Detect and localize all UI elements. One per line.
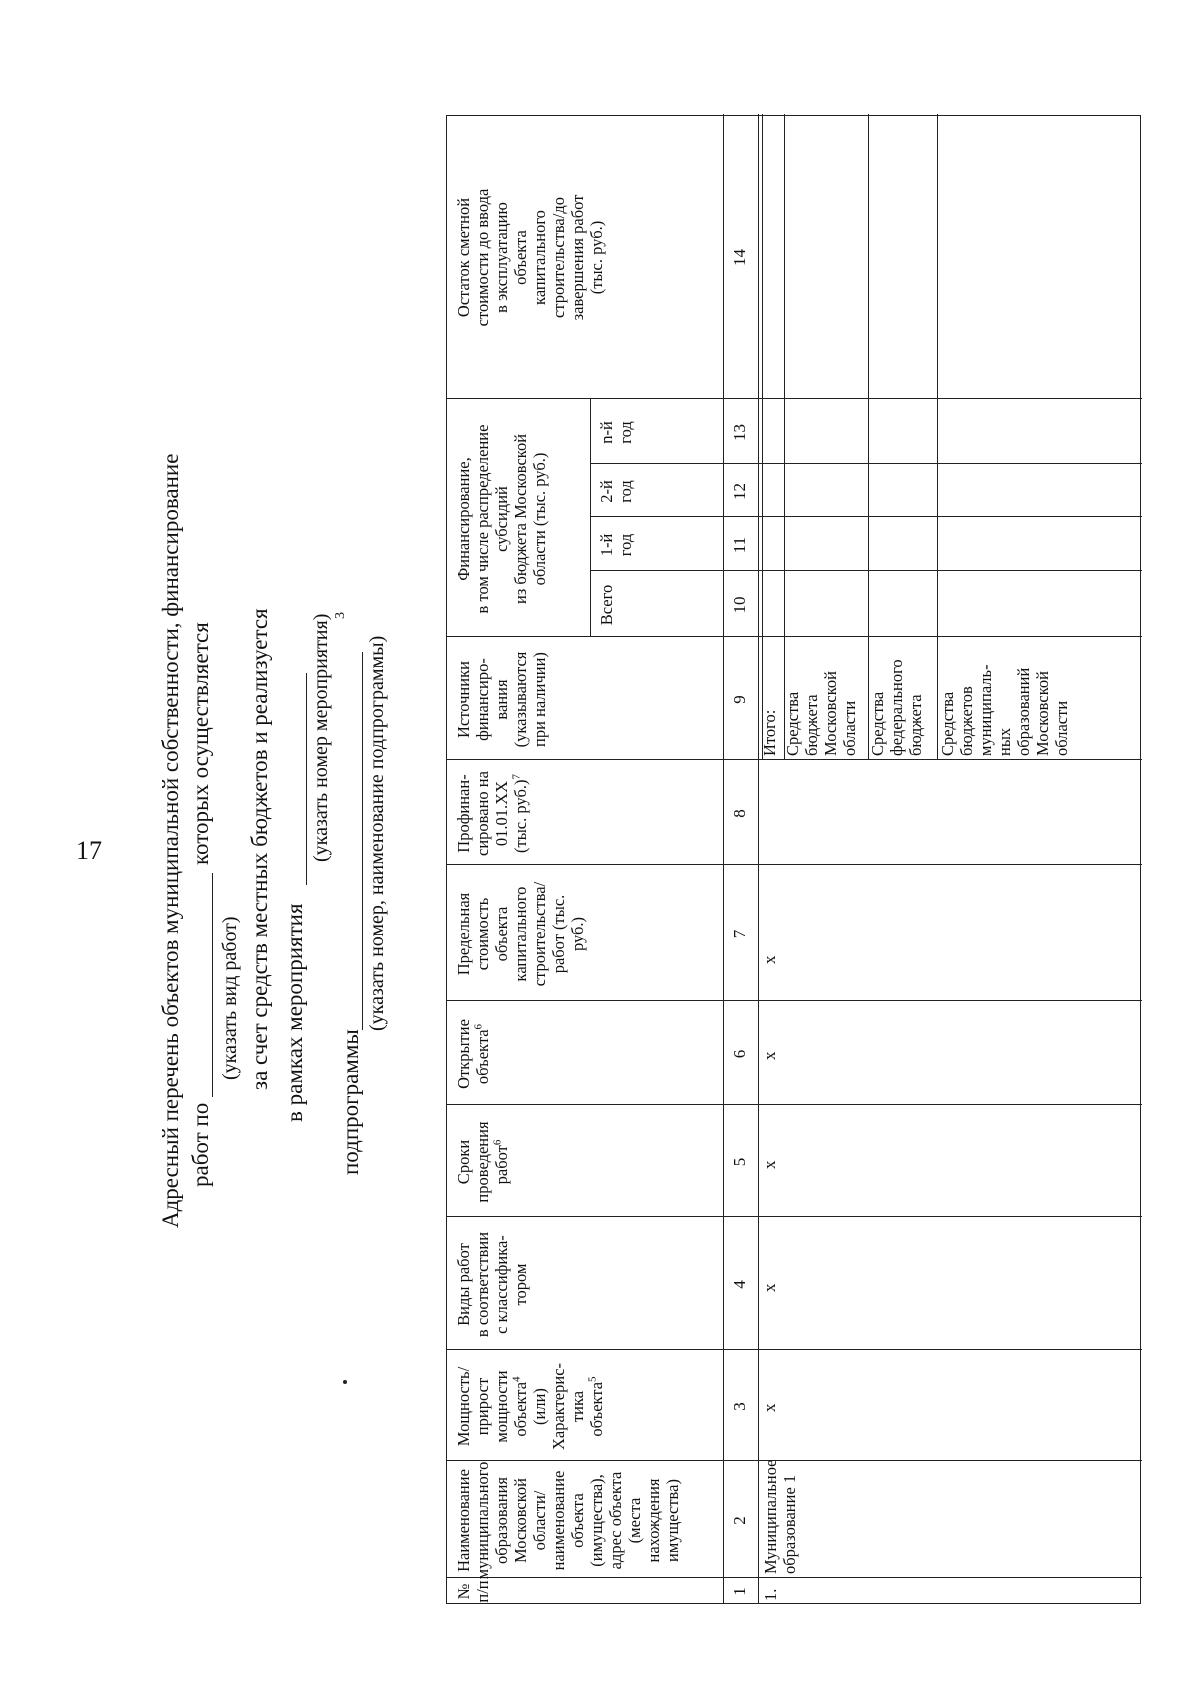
header-year-2: 2-й год [597,480,635,503]
source-federal-budget: Средства федерального бюджета [868,659,925,756]
header-number: № п/п [454,1580,492,1603]
column-number: 5 [730,1157,749,1167]
source-municipal-budgets: Средства бюджетов муниципаль- ных образований Московской области [938,664,1071,756]
blank-subprogram [362,652,363,1030]
column-number: 6 [730,1049,749,1059]
header-remaining-cost: Остаток сметной стоимости до ввода в эксплуатацию объекта капитального строительства/до завершения работ (тыс. руб.) [454,188,606,327]
column-number: 3 [730,1402,749,1411]
row-object-opening-x: x [760,1051,779,1060]
blank-event-number [306,673,307,885]
blank-work-type [212,873,213,1097]
header-funding-sources: Источники финансиро- вания (указываются при наличии) [454,651,549,748]
footnote-mark: 3 [333,612,348,619]
caption-work-type: (указать вид работ) [219,916,241,1080]
row-work-types-x: x [760,1283,779,1292]
title-line-1: Адресный перечень объектов муниципальной собственности, финансирование [158,453,183,1228]
row-municipality-name: Муниципальное образование 1 [761,1459,799,1574]
page-number: 17 [76,836,102,865]
header-year-n: n-й год [597,421,635,444]
title-line-2-right: которых осуществляется [188,622,213,865]
source-total: Итого: [760,709,779,756]
header-object-opening: Открытие объекта$^6$ [454,1019,492,1089]
row-capacity-x: x [760,1403,779,1412]
caption-event-number: (указать номер мероприятия) [310,613,332,862]
column-number: 2 [730,1516,749,1525]
title-line-3: за счет средств местных бюджетов и реализуется [247,608,272,1090]
header-work-types: Виды работ в соответствии с классифика- тором [454,1231,530,1338]
column-number: 10 [730,596,749,614]
column-number: 7 [730,929,749,939]
header-max-cost: Предельная стоимость объекта капитального строительства/ работ (тыс. руб.) [454,881,587,987]
header-year-1: 1-й год [597,533,635,557]
row-max-cost-x: x [760,955,779,964]
header-municipality-object: Наименование муниципального образования Московской области/ наименование объекта (имущества), адрес объекта (места нахождения имущества) [454,1461,682,1580]
column-number: 8 [730,809,749,818]
header-prefinanced: Профинан- сировано на 01.01.XX (тыс. руб.)$^7$ [454,771,530,856]
column-number: 4 [730,1280,749,1289]
column-number: 12 [730,483,749,500]
header-financing-group: Финансирование, в том числе распределение субсидий из бюджета Московской области (тыс. руб.) [454,424,549,614]
title-line-2-left: работ по [188,1102,213,1187]
header-capacity: Мощность/ прирост мощности объекта$^4$ (или) Характерис- тика объекта$^5$ [454,1362,606,1451]
title-line-4-left: в рамках мероприятия [282,903,307,1122]
column-number: 9 [730,695,749,704]
header-work-period: Сроки проведения работ$^6$ [454,1121,511,1203]
title-line-5-left: подпрограммы [338,1029,363,1175]
source-regional-budget: Средства бюджета Московской области [783,671,859,756]
column-number: 11 [730,536,749,554]
column-number: 13 [730,424,749,441]
header-total: Всего [597,584,616,626]
column-number: 14 [730,249,749,266]
row-work-period-x: x [760,1160,779,1169]
caption-subprogram: (указать номер, наименование подпрограммы) [366,635,388,1031]
row-index: 1. [761,1588,780,1601]
column-number: 1 [730,1587,749,1596]
